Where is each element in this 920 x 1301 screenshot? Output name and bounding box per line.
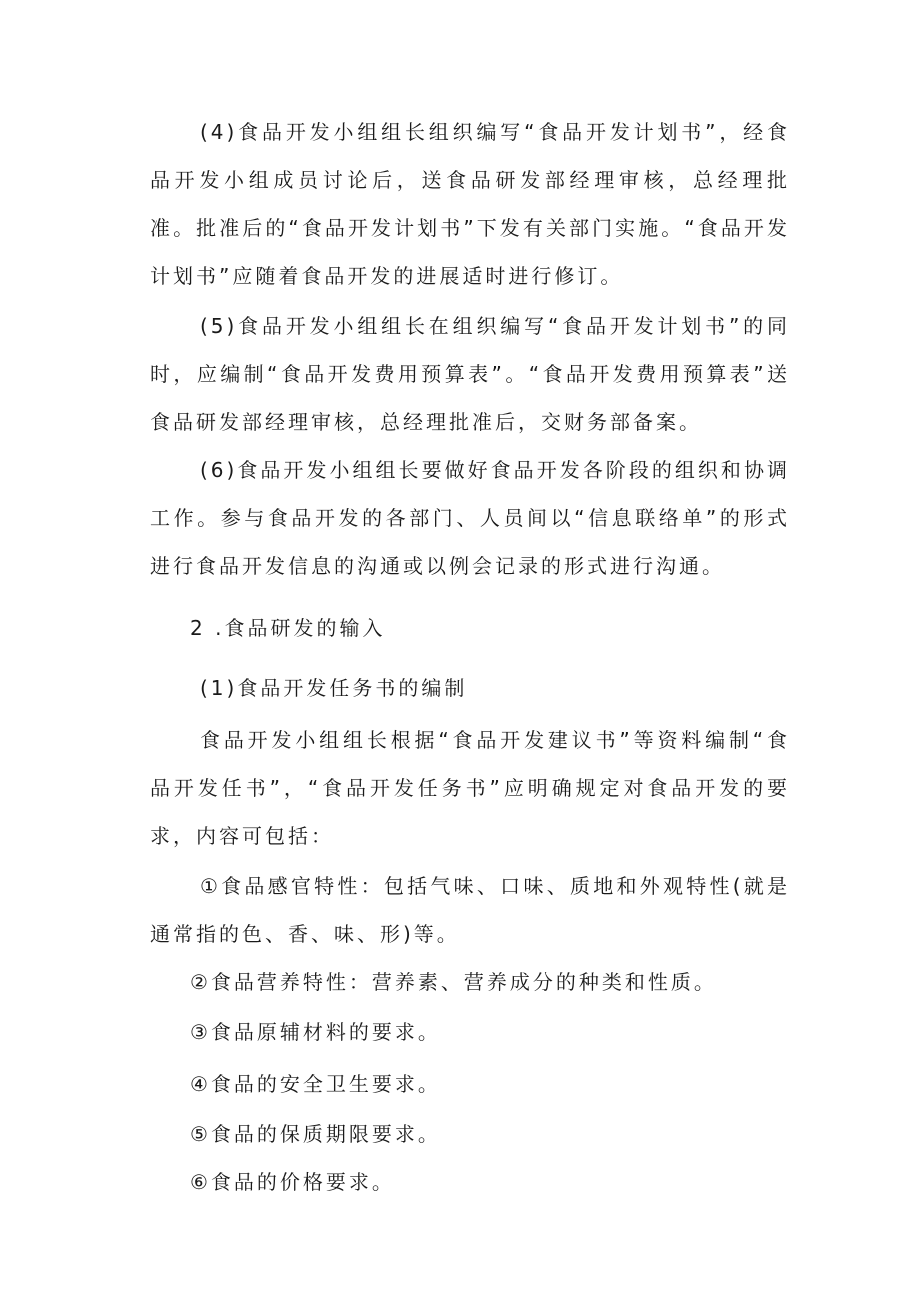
- requirement-shelf-life: ⑤食品的保质期限要求。: [190, 1122, 441, 1146]
- requirement-price: ⑥食品的价格要求。: [190, 1170, 395, 1194]
- requirement-nutrition: ②食品营养特性：营养素、营养成分的种类和性质。: [190, 970, 717, 994]
- requirement-sensory: ①食品感官特性：包括气味、口味、质地和外观特性(就是通常指的色、香、味、形)等。: [150, 874, 790, 946]
- subsection-heading: (1)食品开发任务书的编制: [200, 676, 468, 700]
- task-intro-paragraph: 食品开发小组组长根据“食品开发建议书”等资料编制“食品开发任书”，“食品开发任务书”应明确规定对食品开发的要求，内容可包括：: [150, 728, 790, 848]
- paragraph-item-5: (5)食品开发小组组长在组织编写“食品开发计划书”的同时，应编制“食品开发费用预算表”。“食品开发费用预算表”送食品研发部经理审核，总经理批准后，交财务部备案。: [150, 314, 790, 434]
- paragraph-item-4: (4)食品开发小组组长组织编写“食品开发计划书”，经食品开发小组成员讨论后，送食品研发部经理审核，总经理批准。批准后的“食品开发计划书”下发有关部门实施。“食品开发计划书”应随着食品开发的进展适时进行修订。: [150, 120, 790, 288]
- paragraph-item-6: (6)食品开发小组组长要做好食品开发各阶段的组织和协调工作。参与食品开发的各部门、人员间以“信息联络单”的形式进行食品开发信息的沟通或以例会记录的形式进行沟通。: [150, 458, 790, 578]
- section-heading: 2 .食品研发的输入: [190, 616, 386, 640]
- requirement-materials: ③食品原辅材料的要求。: [190, 1020, 441, 1044]
- requirement-safety: ④食品的安全卫生要求。: [190, 1072, 441, 1096]
